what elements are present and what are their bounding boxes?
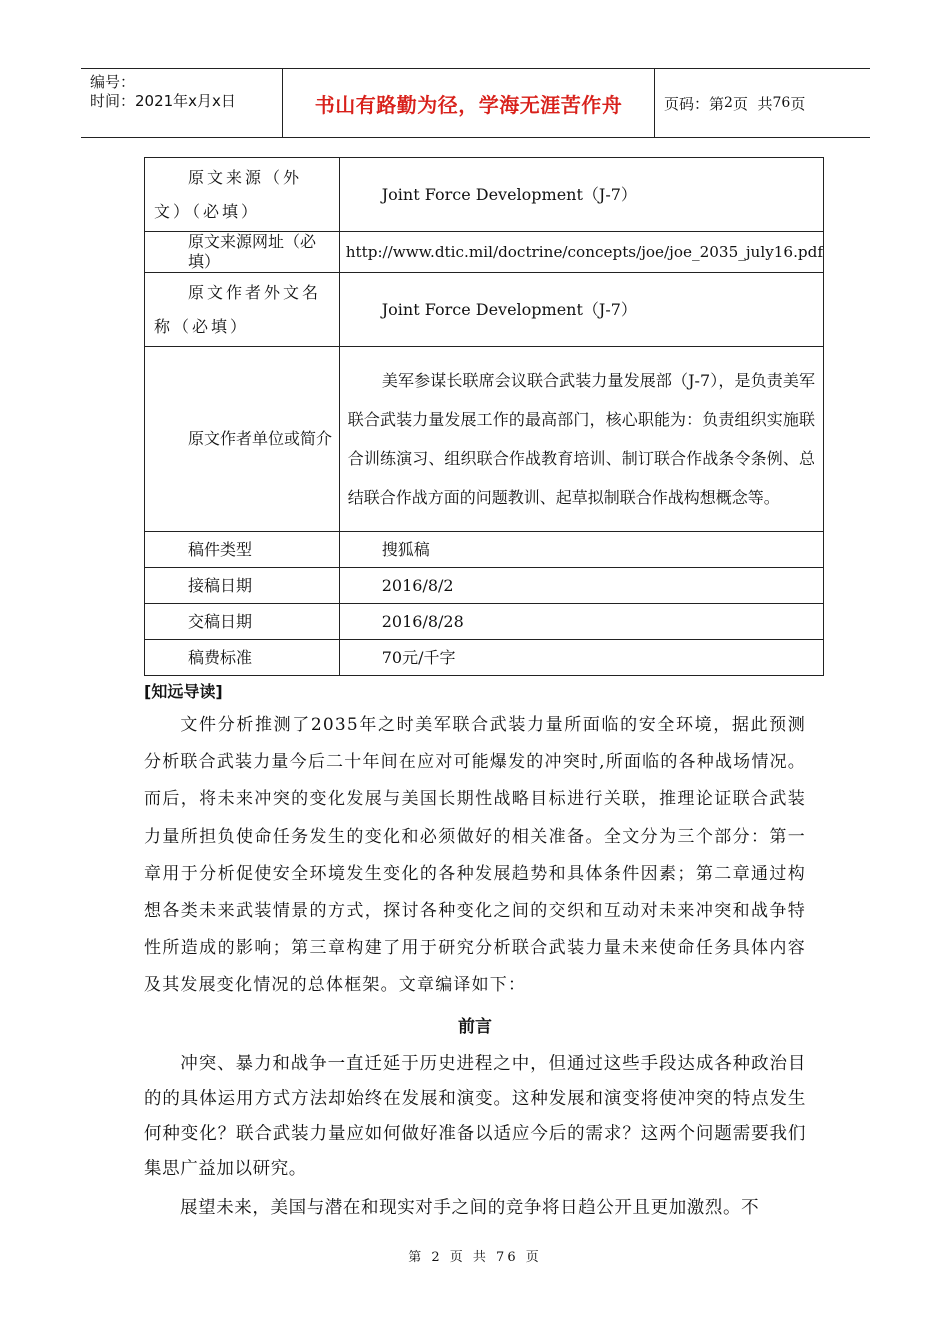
preface-text-1: 冲突、暴力和战争一直迁延于历史进程之中，但通过这些手段达成各种政治目的的具体运用方式方法却始终在发展和演变。这种发展和演变将使冲突的特点发生何种变化？联合武装力量应如何做好准备以适应今后的需求？这两个问题需要我们集思广益加以研究。 — [144, 1054, 806, 1179]
table-key-cell — [145, 158, 340, 232]
document-number: 编号： — [90, 73, 136, 91]
row-key-manuscript-type: 稿件类型 — [188, 539, 253, 559]
table-key-cell — [145, 532, 340, 568]
row-value-source-url: http://www.dtic.mil/doctrine/concepts/joe/joe_2035_july16.pdf — [345, 243, 823, 261]
table-key-cell — [145, 273, 340, 347]
table-key-cell — [145, 604, 340, 640]
row-key-source-url: 原文来源网址（必填） — [188, 232, 317, 271]
table-row — [145, 347, 824, 532]
table-value-cell — [339, 347, 823, 532]
row-key-fee-standard: 稿费标准 — [188, 647, 253, 667]
row-value-manuscript-type: 搜狐稿 — [381, 539, 430, 559]
page-header — [81, 68, 870, 138]
intro-paragraph — [144, 707, 806, 1005]
row-key-author-unit: 原文作者单位或简介 — [188, 429, 333, 448]
row-value-received-date: 2016/8/2 — [381, 575, 454, 595]
table-value-cell — [339, 604, 823, 640]
table-row — [145, 640, 824, 676]
row-value-author-name: Joint Force Development（J-7） — [381, 299, 637, 319]
document-date: 时间：2021年x月x日 — [90, 92, 236, 110]
page-middle: 页 共 — [732, 94, 773, 113]
table-row — [145, 232, 824, 273]
header-page-info — [664, 69, 805, 137]
table-key-cell — [145, 568, 340, 604]
table-value-cell — [339, 640, 823, 676]
row-value-source-foreign: Joint Force Development（J-7） — [381, 184, 637, 204]
table-row — [145, 604, 824, 640]
table-value-cell — [339, 158, 823, 232]
page-current: 2 — [724, 95, 733, 111]
table-row — [145, 568, 824, 604]
table-row — [145, 158, 824, 232]
header-motto: 书山有路勤为径，学海无涯苦作舟 — [314, 92, 623, 117]
row-key-source-foreign: 原文来源（外文）（必填） — [154, 167, 303, 221]
page-suffix: 页 — [790, 94, 806, 113]
table-value-cell — [339, 273, 823, 347]
row-value-author-unit: 美军参谋长联席会议联合武装力量发展部（J-7），是负责美军联合武装力量发展工作的最高部门，核心职能为：负责组织实施联合训练演习、组织联合作战教育培训、制订联合作战条令条例、总结联合作战方面的问题教训、起草拟制联合作战构想概念等。 — [347, 371, 815, 507]
intro-text: 文件分析推测了2035年之时美军联合武装力量所面临的安全环境，据此预测分析联合武装力量今后二十年间在应对可能爆发的冲突时,所面临的各种战场情况。而后，将未来冲突的变化发展与美国长期性战略目标进行关联，推理论证联合武装力量所担负使命任务发生的变化和必须做好的相关准备。全文分为三个部分：第一章用于分析促使安全环境发生变化的各种发展趋势和具体条件因素；第二章通过构想各类未来武装情景的方式，探讨各种变化之间的交织和互动对未来冲突和战争特性所造成的影响；第三章构建了用于研究分析联合武装力量未来使命任务具体内容及其发展变化情况的总体框架。文章编译如下： — [144, 715, 806, 996]
page-footer: 第 2 页 共 76 页 — [408, 1250, 542, 1265]
table-row — [145, 273, 824, 347]
preface-paragraph-1 — [144, 1047, 806, 1187]
table-key-cell — [145, 640, 340, 676]
page-prefix: 页码：第 — [664, 94, 725, 113]
page-total: 76 — [772, 95, 791, 111]
row-value-fee-standard: 70元/千字 — [381, 647, 456, 667]
table-key-cell — [145, 232, 340, 273]
row-key-author-name: 原文作者外文名称（必填） — [154, 282, 322, 336]
row-key-delivered-date: 交稿日期 — [188, 611, 253, 631]
table-value-cell — [339, 532, 823, 568]
table-value-cell — [339, 232, 823, 273]
table-row — [145, 532, 824, 568]
row-value-delivered-date: 2016/8/28 — [381, 611, 464, 631]
header-meta — [81, 69, 283, 137]
preface-paragraph-2 — [144, 1191, 806, 1226]
manuscript-info-table — [144, 157, 824, 676]
table-key-cell — [145, 347, 340, 532]
header-motto-cell — [283, 69, 655, 137]
row-key-received-date: 接稿日期 — [188, 575, 253, 595]
intro-label: [知远导读] — [144, 682, 223, 701]
preface-text-2: 展望未来，美国与潜在和现实对手之间的竞争将日趋公开且更加激烈。不 — [180, 1198, 760, 1218]
preface-heading: 前言 — [458, 1017, 492, 1037]
table-value-cell — [339, 568, 823, 604]
